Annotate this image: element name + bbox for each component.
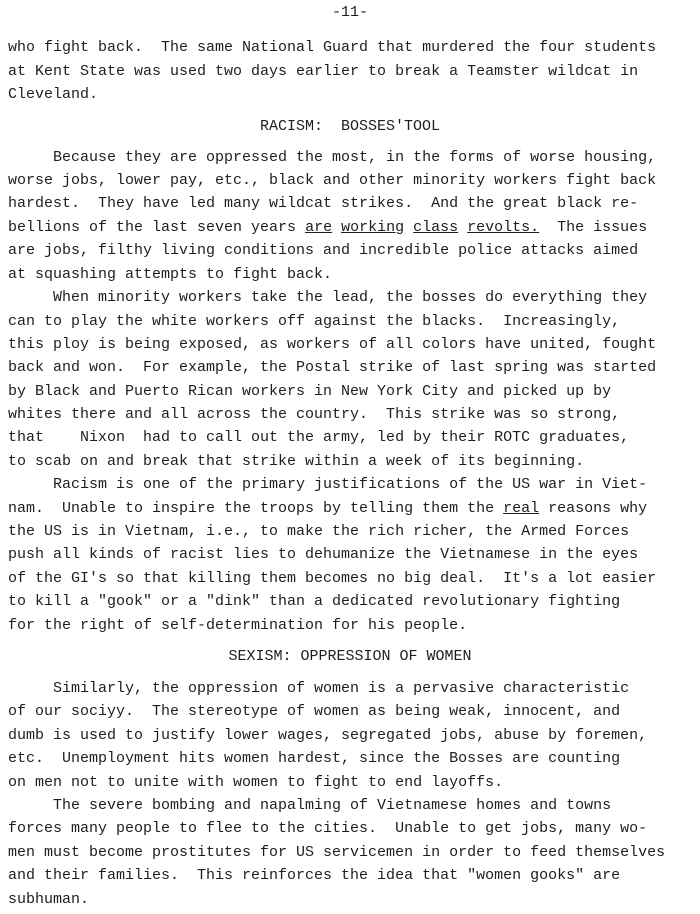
text-line: push all kinds of racist lies to dehumanize the Vietnamese in the eyes — [8, 546, 639, 563]
underlined-word: are — [305, 219, 333, 236]
text-line: of the GI's so that killing them becomes no big deal. It's a lot easier — [8, 570, 657, 587]
text-line: When minority workers take the lead, the bosses do everything they — [8, 289, 648, 306]
text-line: forces many people to flee to the cities. Unable to get jobs, many wo- — [8, 820, 648, 837]
text-run — [332, 219, 341, 236]
section-heading-racism: RACISM: BOSSES'TOOL — [259, 118, 441, 135]
text-line: dumb is used to justify lower wages, segregated jobs, abuse by foremen, — [8, 727, 648, 744]
text-line: hardest. They have led many wildcat strikes. And the great black re- — [8, 195, 639, 212]
text-line: worse jobs, lower pay, etc., black and other minority workers fight back — [8, 172, 657, 189]
text-line: Because they are oppressed the most, in the forms of worse housing, — [8, 149, 657, 166]
text-line: Similarly, the oppression of women is a pervasive characteristic — [8, 680, 630, 697]
text-run: reasons why — [539, 500, 648, 517]
text-line: The severe bombing and napalming of Vietnamese homes and towns — [8, 797, 612, 814]
page-number: -11- — [331, 4, 368, 21]
text-line: for the right of self-determination for his people. — [8, 617, 468, 634]
text-line: and their families. This reinforces the idea that "women gooks" are — [8, 867, 621, 884]
text-run — [458, 219, 467, 236]
text-line: by Black and Puerto Rican workers in New York City and picked up by — [8, 383, 612, 400]
text-line: whites there and all across the country. This strike was so strong, — [8, 406, 621, 423]
text-run: The issues — [539, 219, 648, 236]
underlined-word: revolts. — [467, 219, 540, 236]
text-line: on men not to unite with women to fight to end layoffs. — [8, 774, 504, 791]
text-line: Cleveland. — [8, 86, 99, 103]
text-line — [8, 498, 647, 520]
text-line: the US is in Vietnam, i.e., to make the rich richer, the Armed Forces — [8, 523, 630, 540]
text-line: of our sociyy. The stereotype of women as being weak, innocent, and — [8, 703, 621, 720]
text-line: to scab on and break that strike within a week of its beginning. — [8, 453, 585, 470]
underlined-word: class — [413, 219, 459, 236]
text-line: this ploy is being exposed, as workers of all colors have united, fought — [8, 336, 657, 353]
text-line: who fight back. The same National Guard that murdered the four students — [8, 39, 657, 56]
text-line: men must become prostitutes for US servicemen in order to feed themselves — [8, 844, 666, 861]
text-run: nam. Unable to inspire the troops by telling them the — [8, 500, 504, 517]
section-heading-sexism: SEXISM: OPPRESSION OF WOMEN — [228, 648, 472, 665]
text-line: can to play the white workers off against the blacks. Increasingly, — [8, 313, 621, 330]
text-line: at Kent State was used two days earlier to break a Teamster wildcat in — [8, 63, 639, 80]
underlined-word: working — [341, 219, 405, 236]
text-line: that Nixon had to call out the army, led by their ROTC graduates, — [8, 429, 630, 446]
text-line: to kill a "gook" or a "dink" than a dedicated revolutionary fighting — [8, 593, 621, 610]
text-line — [8, 217, 647, 239]
text-line: at squashing attempts to fight back. — [8, 266, 333, 283]
text-line: etc. Unemployment hits women hardest, since the Bosses are counting — [8, 750, 621, 767]
text-line: subhuman. — [8, 891, 90, 908]
text-line: Racism is one of the primary justifications of the US war in Viet- — [8, 476, 648, 493]
text-line: are jobs, filthy living conditions and incredible police attacks aimed — [8, 242, 639, 259]
text-line: back and won. For example, the Postal strike of last spring was started — [8, 359, 657, 376]
text-run — [404, 219, 413, 236]
text-run: bellions of the last seven years — [8, 219, 306, 236]
underlined-word: real — [503, 500, 540, 517]
